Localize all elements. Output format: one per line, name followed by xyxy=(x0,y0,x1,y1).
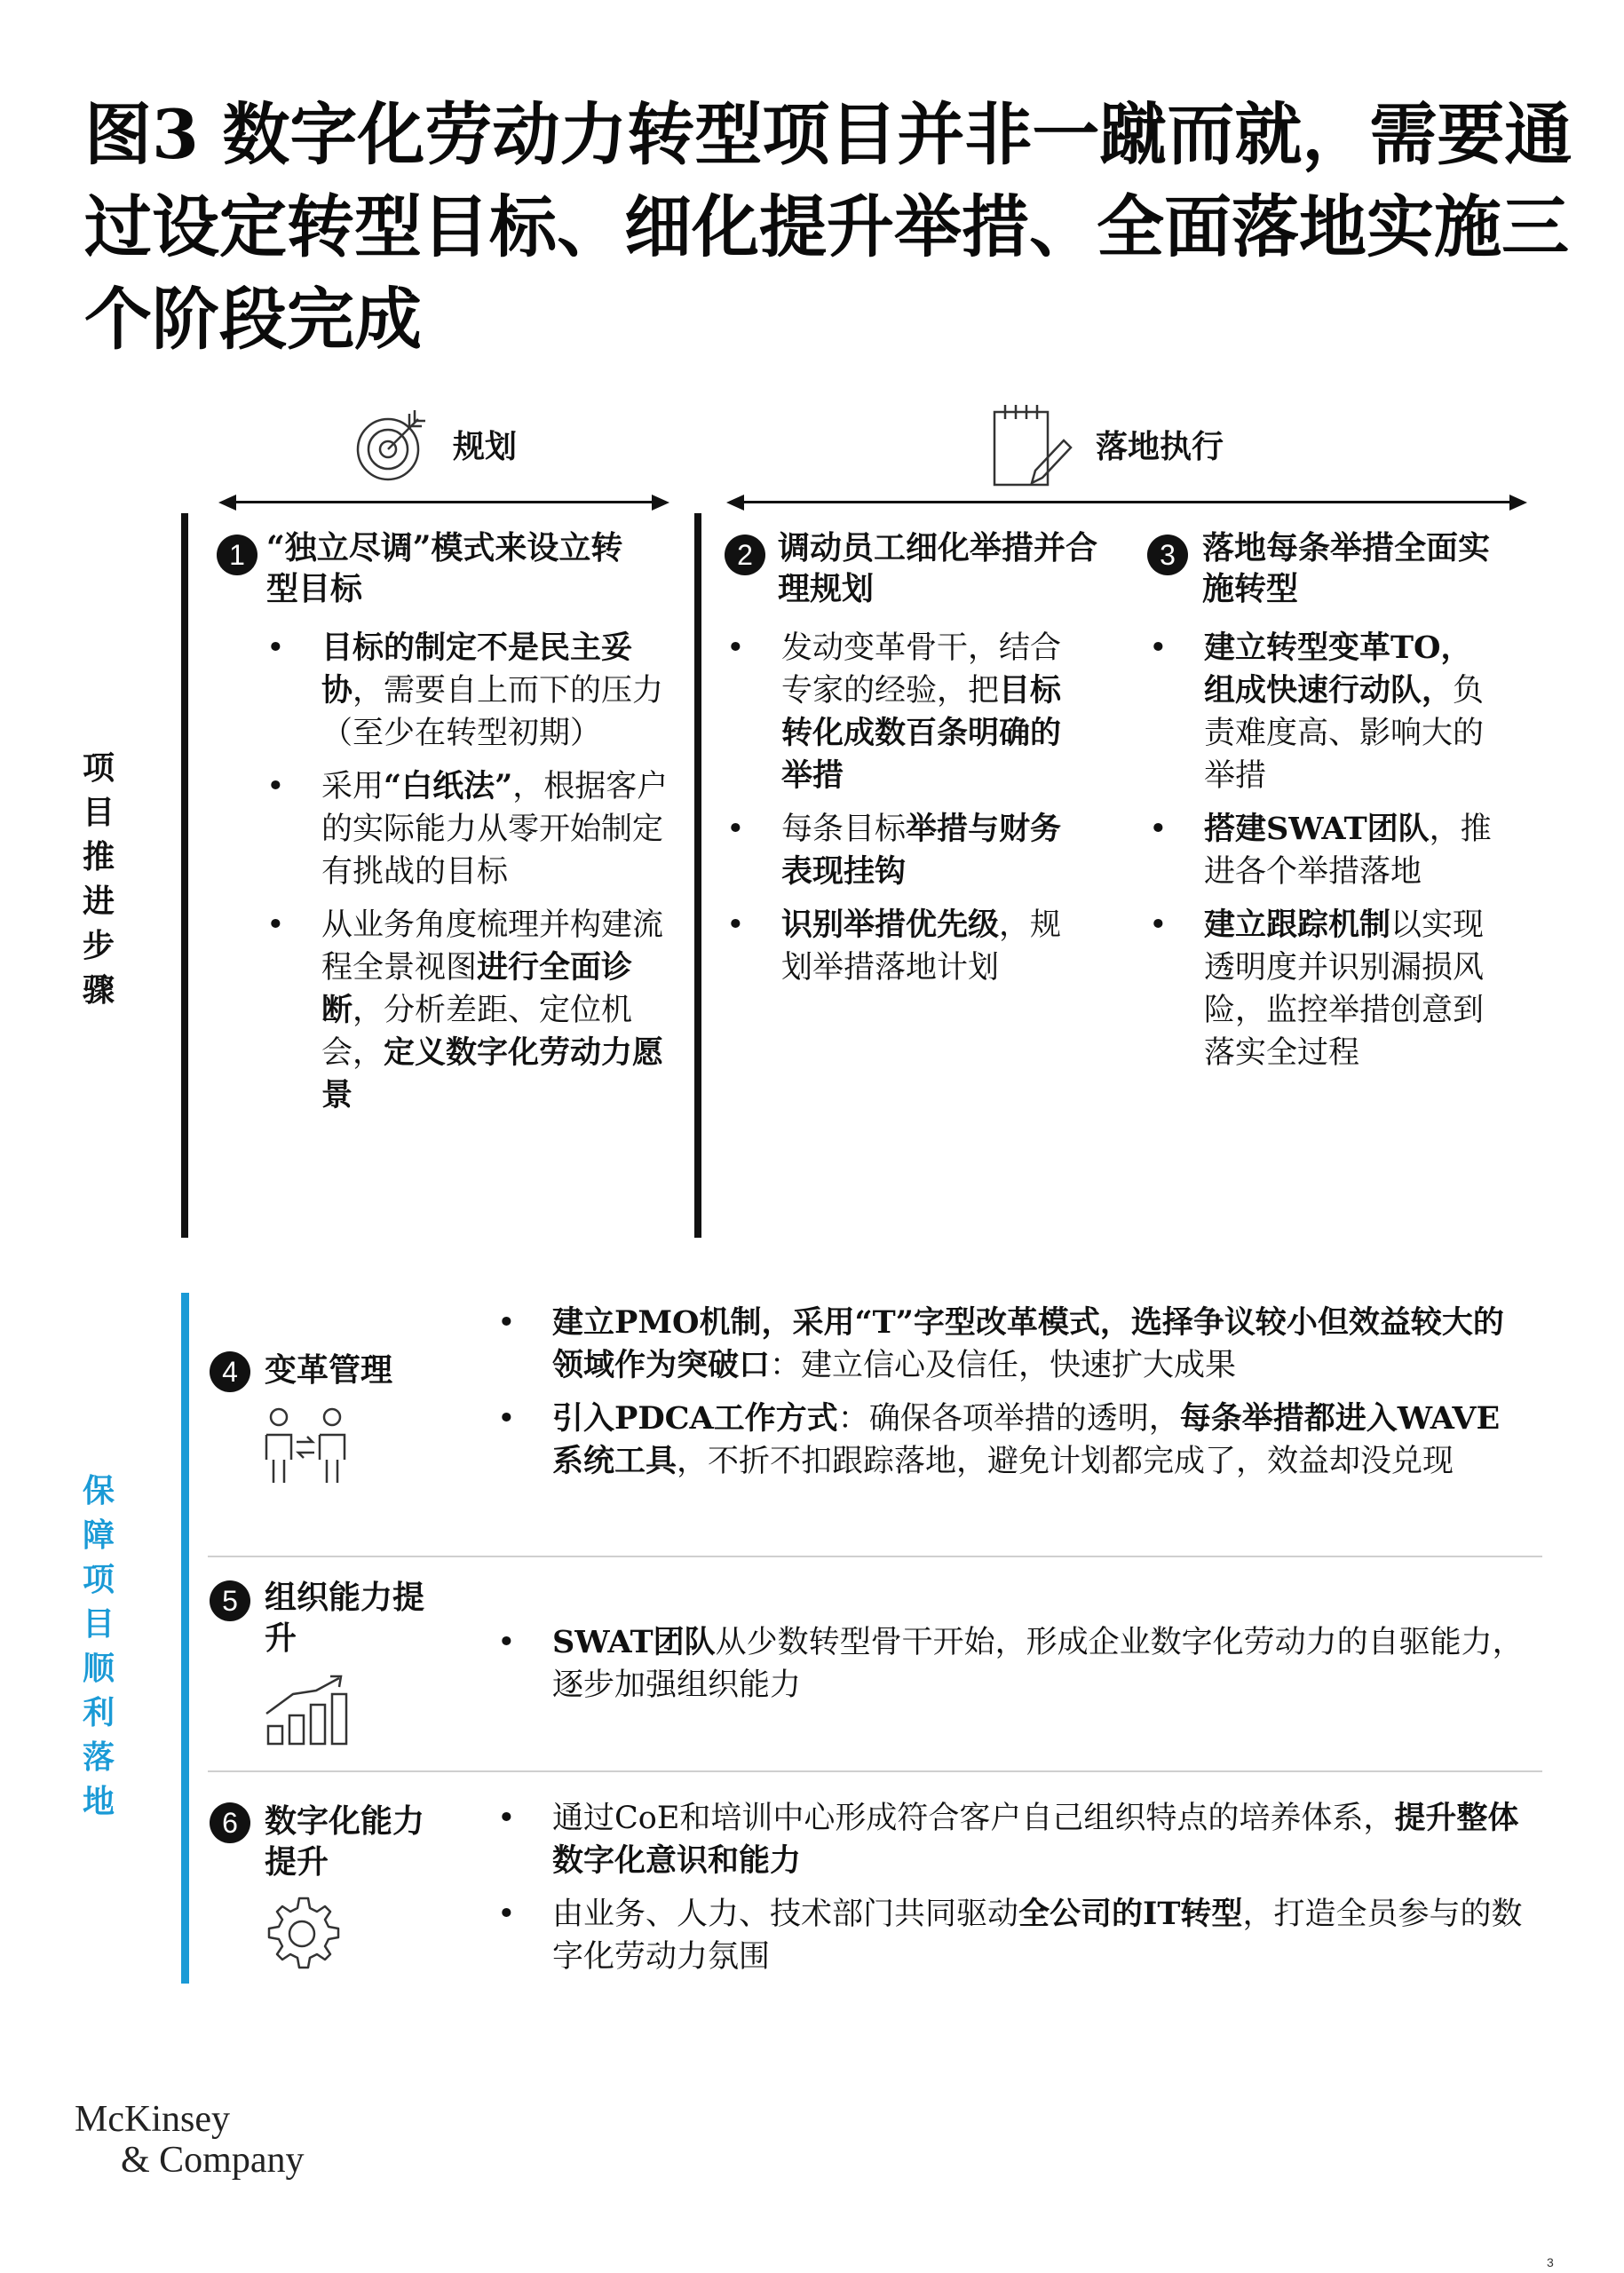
step-bullets-1 xyxy=(321,627,677,1128)
gear-icon xyxy=(259,1891,345,1976)
page-number: 3 xyxy=(1547,2255,1554,2269)
text: 从业务角度梳理并构建流程全景视图 xyxy=(321,907,664,986)
text: ，推进各个举措落地 xyxy=(1204,812,1492,890)
enabler-title-5: 组织能力提升 xyxy=(265,1579,425,1657)
text: 由业务、人力、技术部门共同驱动 xyxy=(552,1897,1019,1932)
arrow-right-head xyxy=(652,495,669,511)
bold-text: 定义数字化劳动力愿景 xyxy=(321,1034,664,1113)
bullet-item xyxy=(1204,808,1497,893)
logo-line-2: & Company xyxy=(121,2140,305,2181)
bullet-item xyxy=(1204,904,1497,1074)
people-exchange-icon xyxy=(261,1406,350,1486)
notepad-pen-icon xyxy=(987,401,1073,490)
enabler-number-5: 5 xyxy=(210,1580,250,1621)
bullet-item xyxy=(781,808,1083,893)
bold-text: 识别举措优先级 xyxy=(781,907,1000,943)
page-title: 图3 数字化劳动力转型项目并非一蹴而就，需要通过设定转型目标、细化提升举措、全面落地实施三个阶段完成 xyxy=(84,95,1573,359)
bold-text: “白纸法” xyxy=(384,768,513,804)
text: ：建立信心及信任，快速扩大成果 xyxy=(770,1348,1237,1383)
bold-text: SWAT团队 xyxy=(552,1624,716,1660)
mckinsey-logo xyxy=(75,2099,305,2181)
bold-text: 建立PMO机制，采用“T”字型改革模式，选择争议较小但效益较大的领域作为突破口 xyxy=(552,1304,1504,1383)
text: ，分析差距、定位机会， xyxy=(321,993,633,1071)
bullet-item xyxy=(552,1398,1529,1483)
step-number-3: 3 xyxy=(1147,535,1188,575)
bullet-item xyxy=(781,904,1083,989)
bullet-item xyxy=(781,627,1083,797)
text: 通过CoE和培训中心形成符合客户自己组织特点的培养体系， xyxy=(552,1801,1395,1836)
bold-text: 引入PDCA工作方式 xyxy=(552,1400,838,1437)
bullet-item xyxy=(321,765,677,893)
enabler-number-4: 4 xyxy=(210,1351,250,1392)
bold-text: 搭建SWAT团队 xyxy=(1204,811,1430,847)
enabler-title-4: 变革管理 xyxy=(265,1351,393,1389)
text: 从少数转型骨干开始，形成企业数字化劳动力的自驱能力，逐步加强组织能力 xyxy=(552,1625,1524,1703)
step-title-1: “独立尽调”模式来设立转型目标 xyxy=(266,529,623,607)
phase-label-execute: 落地执行 xyxy=(1096,428,1224,465)
text: 采用 xyxy=(321,769,384,804)
text: ，需要自上而下的压力（至少在转型初期） xyxy=(321,673,664,751)
guarantee-bar xyxy=(181,1293,189,1984)
vertical-label-steps: 项目推进步骤 xyxy=(82,749,115,1009)
step-title-2: 调动员工细化举措并合理规划 xyxy=(778,529,1098,607)
bold-text: 建立转型变革TO，组成快速行动队， xyxy=(1204,630,1472,709)
bold-text: 全公司的IT转型 xyxy=(1018,1896,1243,1932)
divider xyxy=(208,1556,1542,1557)
bullet-item xyxy=(552,1621,1529,1707)
bullet-item xyxy=(552,1797,1529,1882)
bold-text: 举措与财务表现挂钩 xyxy=(781,811,1062,890)
growth-chart-icon xyxy=(263,1675,352,1746)
bold-text: 目标转化成数百条明确的举措 xyxy=(781,672,1062,794)
bullet-item xyxy=(552,1893,1529,1978)
vertical-label-guarantee: 保障项目顺利落地 xyxy=(82,1472,115,1820)
phase-label-plan: 规划 xyxy=(453,428,518,465)
bullet-item xyxy=(321,904,677,1117)
steps-divider-bar xyxy=(694,513,701,1238)
target-icon xyxy=(351,407,431,487)
bold-text: 提升整体数字化意识和能力 xyxy=(552,1800,1519,1879)
enabler-bullets-4 xyxy=(552,1302,1529,1493)
step-number-1: 1 xyxy=(217,535,257,575)
divider xyxy=(208,1770,1542,1772)
step-bullets-2 xyxy=(781,627,1083,1000)
enabler-bullets-5 xyxy=(552,1621,1529,1717)
text: 每条目标 xyxy=(781,812,907,847)
bullet-item xyxy=(1204,627,1497,797)
bold-text: 进行全面诊断 xyxy=(321,949,633,1028)
bullet-item xyxy=(552,1302,1529,1387)
step-number-2: 2 xyxy=(725,535,765,575)
execute-arrow xyxy=(741,501,1513,503)
logo-line-1: McKinsey xyxy=(75,2099,230,2140)
text: 以实现透明度并识别漏损风险，监控举措创意到落实全过程 xyxy=(1204,907,1485,1071)
steps-left-bar xyxy=(181,513,188,1238)
text: ：确保各项举措的透明， xyxy=(837,1401,1180,1437)
text: ，不折不扣跟踪落地，避免计划都完成了，效益却没兑现 xyxy=(677,1444,1454,1479)
text: ，规划举措落地计划 xyxy=(781,907,1062,986)
enabler-number-6: 6 xyxy=(210,1802,250,1843)
plan-arrow xyxy=(233,501,655,503)
step-title-3: 落地每条举措全面实施转型 xyxy=(1202,529,1491,607)
bold-text: 目标的制定不是民主妥协 xyxy=(321,630,633,709)
text: 负责难度高、影响大的举措 xyxy=(1204,673,1485,794)
arrow-right-head xyxy=(1509,495,1527,511)
bullet-item xyxy=(321,627,677,755)
text: ，打造全员参与的数字化劳动力氛围 xyxy=(552,1897,1523,1975)
enabler-bullets-6 xyxy=(552,1797,1529,1989)
bold-text: 建立跟踪机制 xyxy=(1204,907,1391,943)
bold-text: 每条举措都进入WAVE系统工具 xyxy=(552,1400,1501,1479)
text: 发动变革骨干，结合专家的经验，把 xyxy=(781,630,1062,709)
text: ，根据客户的实际能力从零开始制定有挑战的目标 xyxy=(321,769,669,890)
enabler-title-6: 数字化能力提升 xyxy=(265,1802,425,1881)
step-bullets-3 xyxy=(1204,627,1497,1085)
